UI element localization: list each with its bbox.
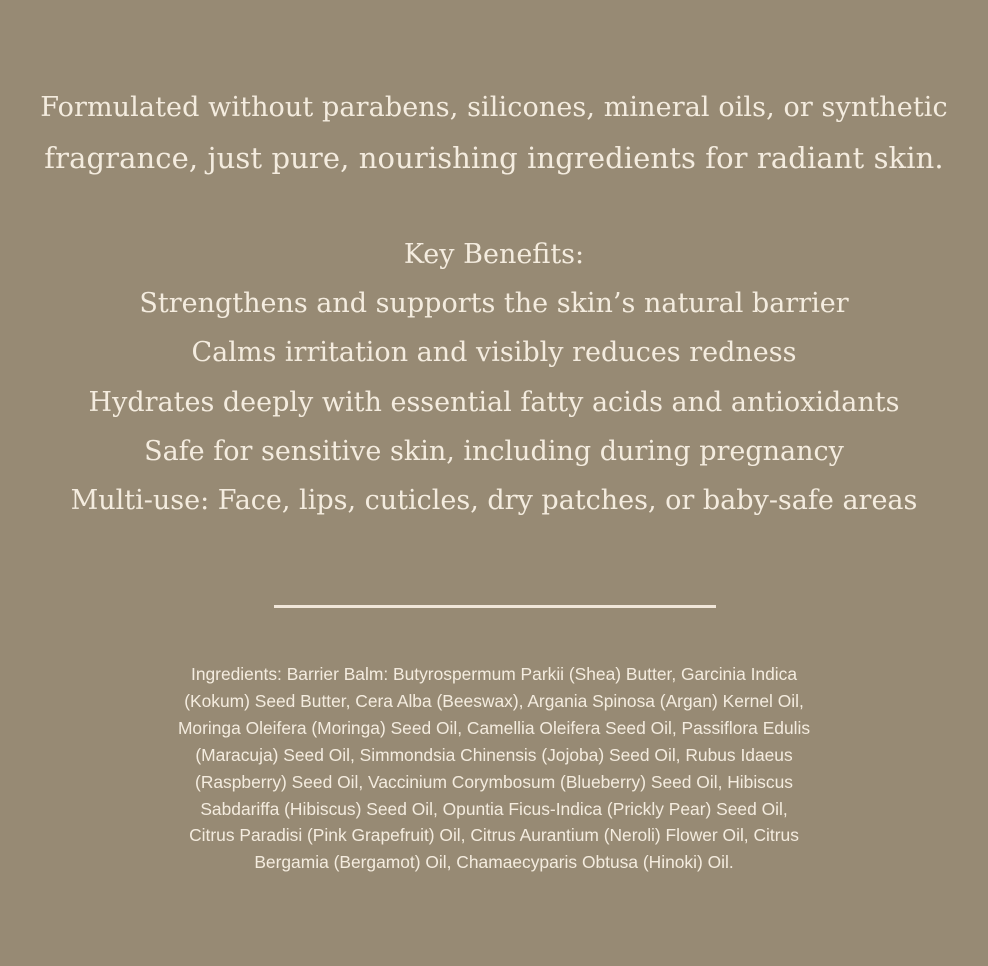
ingredients-line: (Raspberry) Seed Oil, Vaccinium Corymbosum (Blueberry) Seed Oil, Hibiscus: [195, 771, 793, 792]
ingredients-line: Citrus Paradisi (Pink Grapefruit) Oil, Citrus Aurantium (Neroli) Flower Oil, Citrus: [189, 825, 799, 846]
ingredients-line: Bergamia (Bergamot) Oil, Chamaecyparis Obtusa (Hinoki) Oil.: [254, 852, 734, 873]
intro-paragraph: [40, 83, 948, 183]
benefit-item: Strengthens and supports the skin’s natural barrier: [139, 288, 849, 319]
section-divider: [274, 605, 716, 608]
ingredients-line: Moringa Oleifera (Moringa) Seed Oil, Camellia Oleifera Seed Oil, Passiflora Edulis: [177, 717, 811, 738]
intro-line: fragrance, just pure, nourishing ingredients for radiant skin.: [44, 141, 944, 175]
key-benefits-heading: Key Benefits:: [403, 239, 585, 270]
key-benefits-list: [40, 230, 948, 525]
benefit-item: Multi-use: Face, lips, cuticles, dry patches, or baby-safe areas: [70, 485, 918, 517]
ingredients-line: (Kokum) Seed Butter, Cera Alba (Beeswax), Argania Spinosa (Argan) Kernel Oil,: [184, 690, 804, 711]
ingredients-line: Sabdariffa (Hibiscus) Seed Oil, Opuntia Ficus-Indica (Prickly Pear) Seed Oil,: [200, 798, 788, 819]
benefit-item: Calms irritation and visibly reduces redness: [191, 337, 797, 369]
benefit-item: Hydrates deeply with essential fatty acids and antioxidants: [88, 386, 900, 418]
ingredients-paragraph: [100, 661, 888, 876]
intro-line: Formulated without parabens, silicones, mineral oils, or synthetic: [40, 92, 948, 123]
ingredients-line: Ingredients: Barrier Balm: Butyrospermum Parkii (Shea) Butter, Garcinia Indica: [190, 664, 797, 684]
ingredients-line: (Maracuja) Seed Oil, Simmondsia Chinensis (Jojoba) Seed Oil, Rubus Idaeus: [195, 744, 793, 765]
benefit-item: Safe for sensitive skin, including during pregnancy: [144, 435, 844, 467]
